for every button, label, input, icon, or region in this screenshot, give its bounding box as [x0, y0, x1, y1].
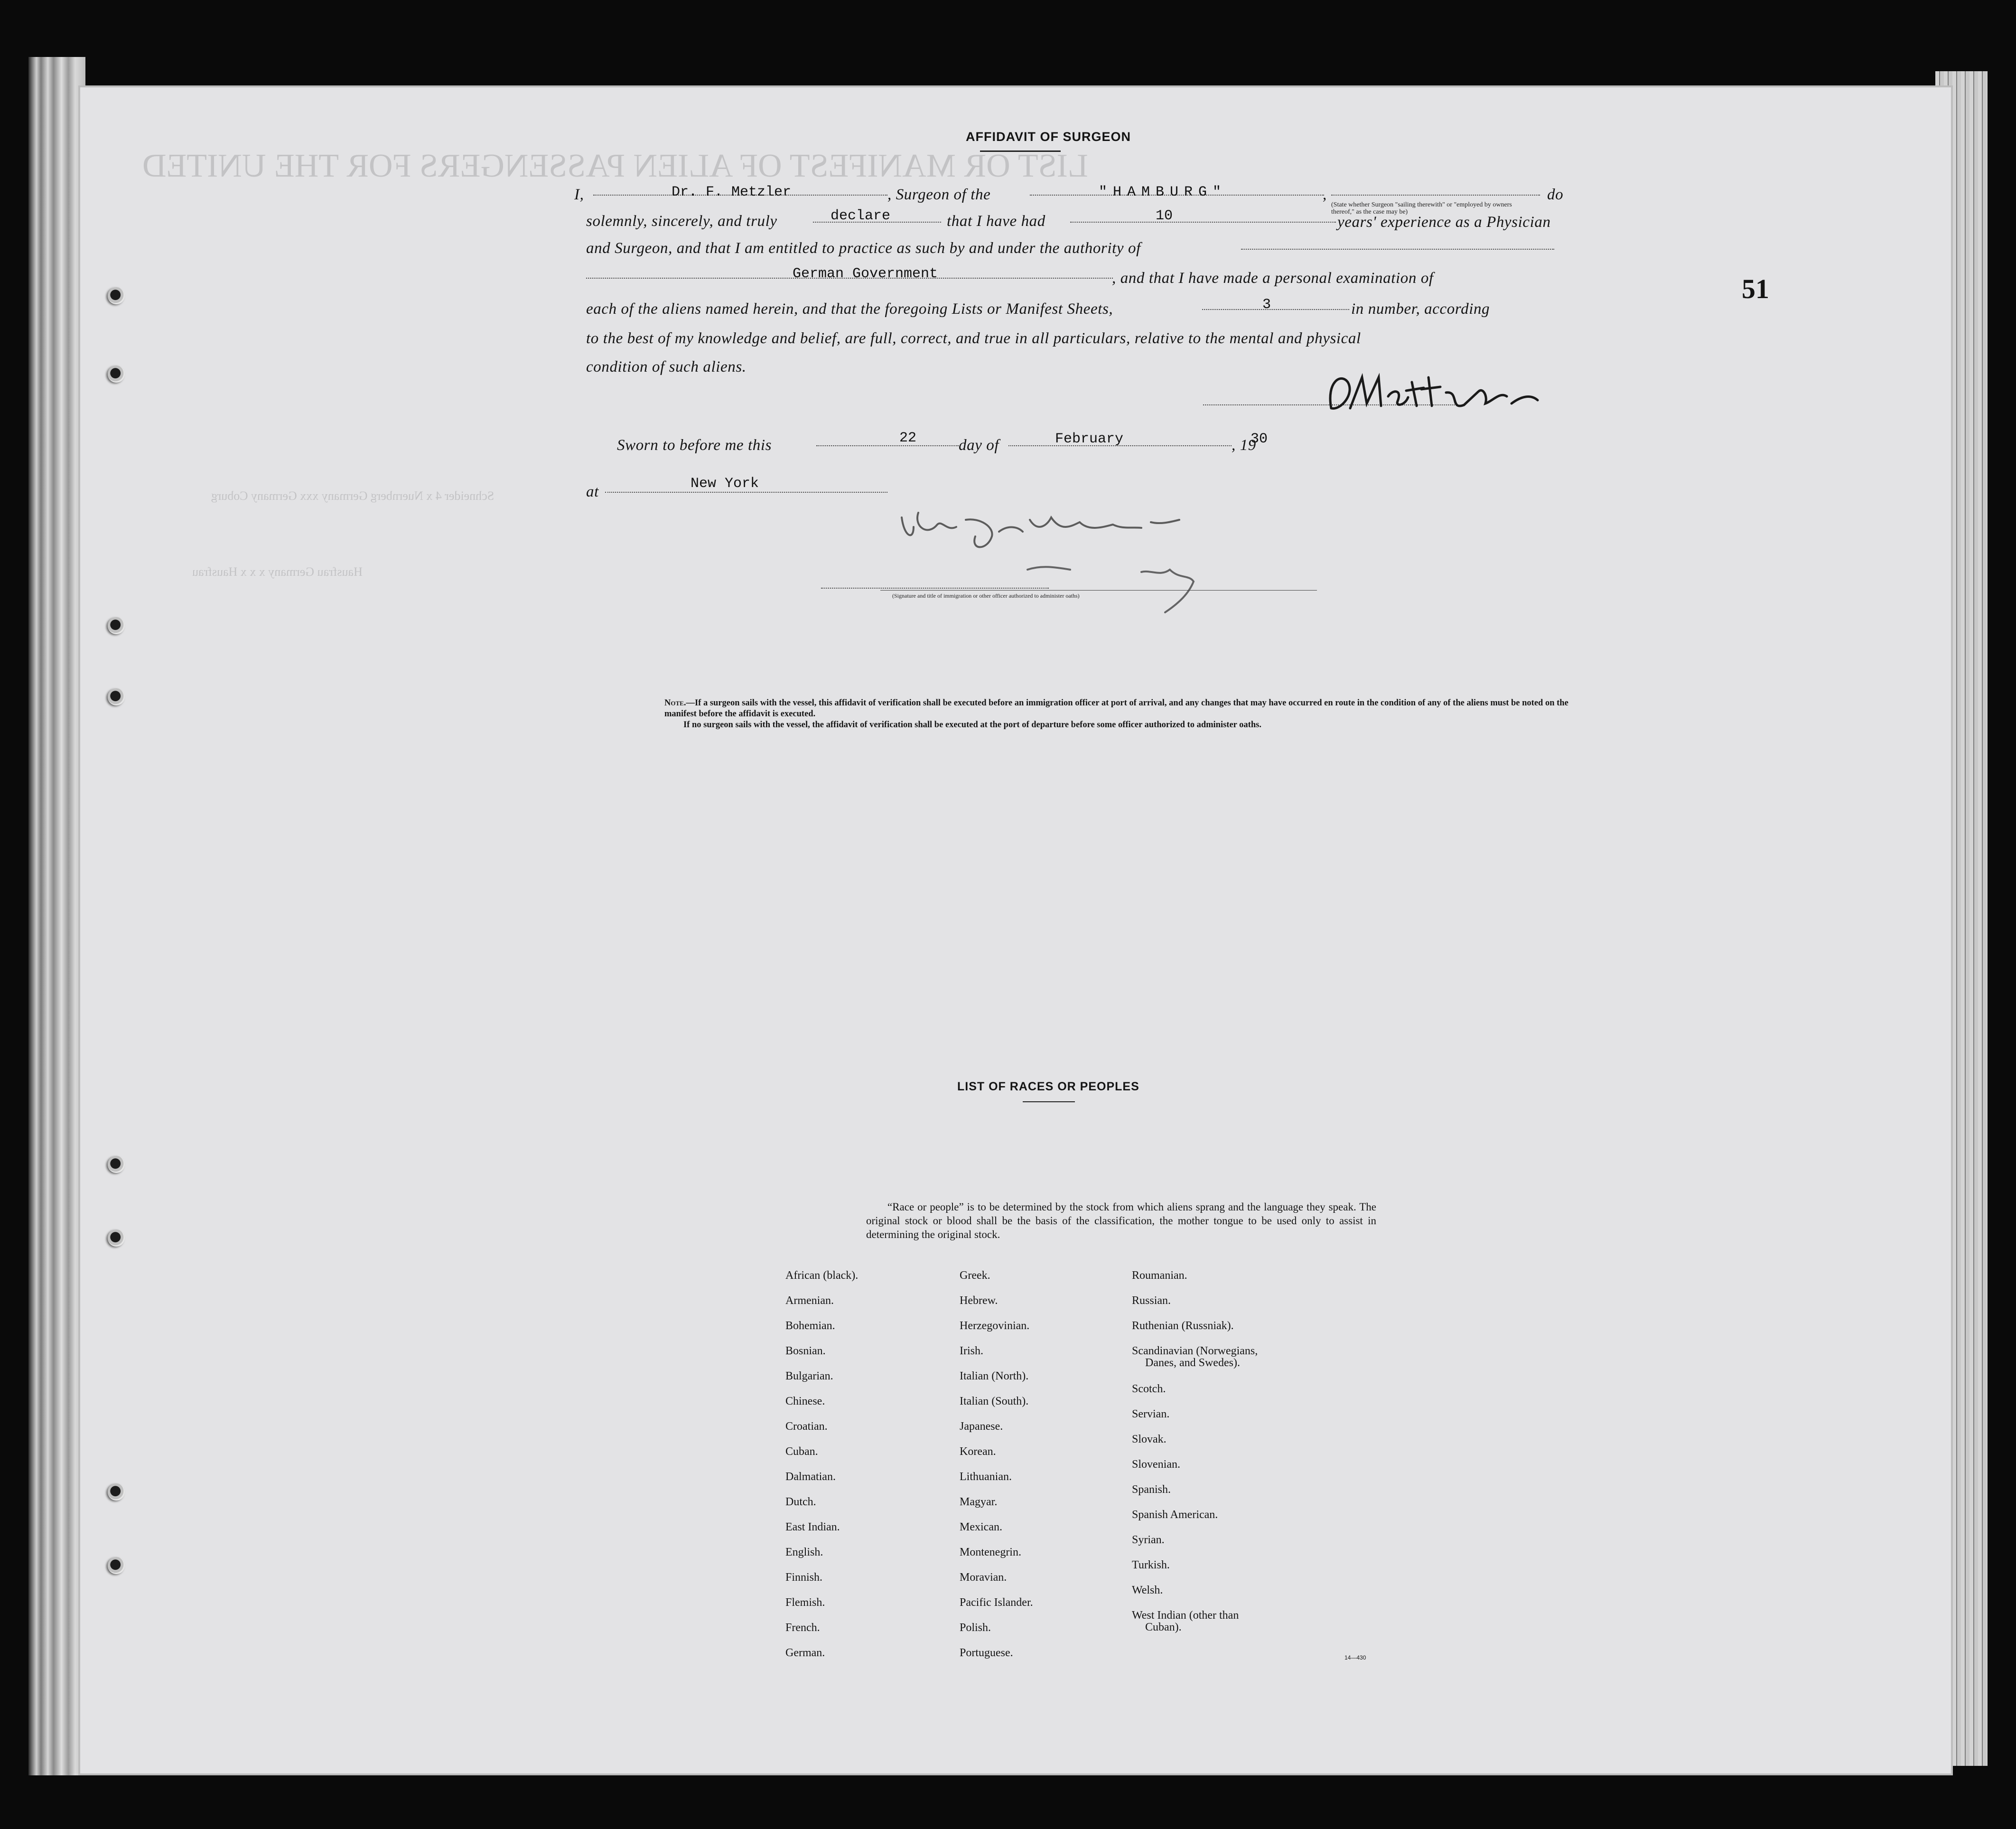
affidavit-line1-pre: I,	[574, 186, 584, 203]
affidavit-line5-pre: each of the aliens named herein, and that the foregoing Lists or Manifest Sheets,	[586, 300, 1113, 318]
race-item: English.	[785, 1546, 823, 1558]
form-code: 14—430	[1344, 1654, 1366, 1661]
affidavit-line2-mid: that I have had	[947, 213, 1045, 230]
surgeon-status-instruction: (State whether Surgeon "sailing therewith" or "employed by owners thereof," as the case may be)	[1331, 201, 1512, 216]
races-title-rule	[1023, 1101, 1075, 1102]
race-item: Welsh.	[1132, 1584, 1163, 1596]
binder-hole	[108, 1557, 125, 1574]
affidavit-title: AFFIDAVIT OF SURGEON	[966, 130, 1131, 144]
race-item: Japanese.	[960, 1420, 1003, 1433]
surgeon-name-field: Dr. F. Metzler	[672, 184, 792, 200]
race-item: Servian.	[1132, 1408, 1170, 1420]
race-item-continued: Danes, and Swedes).	[1145, 1357, 1240, 1369]
race-item: Magyar.	[960, 1496, 998, 1508]
race-item: Dutch.	[785, 1496, 816, 1508]
race-item: Dalmatian.	[785, 1471, 836, 1483]
binder-hole	[108, 366, 125, 383]
race-item: Croatian.	[785, 1420, 828, 1433]
affidavit-line1-mid: , Surgeon of the	[887, 186, 991, 203]
note-label: Note.	[664, 698, 686, 708]
race-item: Mexican.	[960, 1521, 1002, 1533]
binder-hole	[108, 688, 125, 705]
sheet-count-blank	[1202, 309, 1349, 310]
sworn-pre: Sworn to before me this	[617, 437, 772, 454]
binder-hole	[108, 1229, 125, 1247]
sworn-year-prefix: , 19	[1232, 437, 1256, 454]
bleed-through-header: LIST OR MANIFEST OF ALIEN PASSENGERS FOR THE UNITED	[142, 148, 1088, 184]
page-number: 51	[1742, 273, 1769, 304]
affidavit-line1-comma: ,	[1323, 186, 1327, 203]
place-city-field: New York	[691, 476, 759, 492]
note-text1: —If a surgeon sails with the vessel, this affidavit of verification shall be executed before an immigration officer at port of arrival, and any changes that may have occurred en route in the condition of any of the aliens must be noted on the manifest before the affidavit is executed.	[664, 698, 1568, 719]
race-item: German.	[785, 1647, 825, 1659]
race-item: Russian.	[1132, 1294, 1171, 1307]
race-item: Syrian.	[1132, 1534, 1165, 1546]
place-blank	[605, 492, 887, 493]
binder-hole	[108, 1483, 125, 1501]
surgeon-signature	[1322, 363, 1597, 420]
note-line2: If no surgeon sails with the vessel, the affidavit of verification shall be executed at the port of departure before some officer authorized to administer oaths.	[683, 720, 1261, 730]
race-item: Polish.	[960, 1622, 991, 1634]
declaration-field: declare	[831, 208, 891, 224]
authority-blank-continued	[1241, 249, 1554, 250]
race-item: West Indian (other than	[1132, 1609, 1239, 1622]
affidavit-line3: and Surgeon, and that I am entitled to practice as such by and under the authority of	[586, 240, 1141, 257]
bleed-through-row: Schneider 4 x Nuernberg Germany xxx Germany Coburg	[211, 489, 495, 503]
race-item: Slovenian.	[1132, 1458, 1180, 1471]
officer-signature-line	[880, 590, 1317, 591]
document-page	[78, 85, 1953, 1775]
note-line1	[664, 698, 1590, 720]
race-item: Scandinavian (Norwegians,	[1132, 1345, 1258, 1357]
sworn-day-field: 22	[899, 430, 917, 446]
race-item: Flemish.	[785, 1596, 825, 1609]
race-item-continued: Cuban).	[1145, 1621, 1182, 1633]
sheet-count-field: 3	[1262, 297, 1271, 313]
race-item: Italian (South).	[960, 1395, 1029, 1407]
officer-signature-line-upper	[821, 588, 1049, 589]
race-item: Ruthenian (Russniak).	[1132, 1320, 1234, 1332]
race-item: Hebrew.	[960, 1294, 998, 1307]
race-item: Lithuanian.	[960, 1471, 1012, 1483]
affidavit-line4-post: , and that I have made a personal examination of	[1112, 270, 1434, 287]
sworn-day-blank	[816, 445, 959, 446]
race-item: Armenian.	[785, 1294, 834, 1307]
binder-hole	[108, 617, 125, 634]
affidavit-line2-post: years' experience as a Physician	[1337, 214, 1551, 231]
race-item: Slovak.	[1132, 1433, 1167, 1445]
races-intro	[866, 1200, 1376, 1241]
affidavit-line6: to the best of my knowledge and belief, are full, correct, and true in all particulars, relative to the mental and physical	[586, 330, 1361, 347]
sworn-month-field: February	[1055, 431, 1124, 447]
race-item: Chinese.	[785, 1395, 825, 1407]
race-item: Italian (North).	[960, 1370, 1029, 1382]
ship-name-field: "HAMBURG"	[1099, 184, 1227, 200]
race-item: Greek.	[960, 1269, 990, 1282]
races-intro-text: “Race or people” is to be determined by the stock from which aliens sprang and the language they speak. The original stock or blood shall be the basis of the classification, the mother tongue to be used only to assist in determining the original stock.	[866, 1201, 1376, 1240]
authority-field: German Government	[793, 266, 938, 282]
race-item: Bosnian.	[785, 1345, 826, 1357]
race-item: Spanish American.	[1132, 1509, 1218, 1521]
sworn-mid: day of	[959, 437, 999, 454]
place-pre: at	[586, 483, 599, 500]
sworn-year-suffix: 30	[1251, 431, 1268, 447]
years-field: 10	[1156, 208, 1173, 224]
race-item: Herzegovinian.	[960, 1320, 1030, 1332]
race-item: Cuban.	[785, 1445, 818, 1458]
race-item: Irish.	[960, 1345, 983, 1357]
race-item: Pacific Islander.	[960, 1596, 1033, 1609]
affidavit-note	[664, 698, 1590, 731]
title-rule	[980, 150, 1061, 152]
race-item: French.	[785, 1622, 820, 1634]
bleed-through-row: Hausfrau Germany x x x Hausfrau	[192, 565, 363, 579]
race-item: Turkish.	[1132, 1559, 1170, 1571]
surgeon-status-blank	[1331, 195, 1540, 196]
race-item: African (black).	[785, 1269, 859, 1282]
races-title: LIST OF RACES OR PEOPLES	[957, 1080, 1139, 1093]
race-item: Montenegrin.	[960, 1546, 1021, 1558]
race-item: Roumanian.	[1132, 1269, 1187, 1282]
race-item: Scotch.	[1132, 1383, 1166, 1395]
affidavit-line1-do: do	[1547, 186, 1564, 203]
race-item: Portuguese.	[960, 1647, 1013, 1659]
affidavit-line2-pre: solemnly, sincerely, and truly	[586, 213, 777, 230]
binder-hole	[108, 287, 125, 304]
affidavit-line7: condition of such aliens.	[586, 358, 747, 375]
race-item: Spanish.	[1132, 1483, 1171, 1496]
race-item: Finnish.	[785, 1571, 823, 1584]
binder-edge	[28, 57, 85, 1775]
race-item: Moravian.	[960, 1571, 1007, 1584]
years-blank	[1070, 222, 1336, 223]
race-item: Korean.	[960, 1445, 996, 1458]
affidavit-line5-post: in number, according	[1351, 300, 1490, 318]
race-item: East Indian.	[785, 1521, 840, 1533]
binder-hole	[108, 1156, 125, 1173]
race-item: Bulgarian.	[785, 1370, 833, 1382]
race-item: Bohemian.	[785, 1320, 835, 1332]
signature-caption: (Signature and title of immigration or other officer authorized to administer oaths)	[892, 592, 1080, 599]
